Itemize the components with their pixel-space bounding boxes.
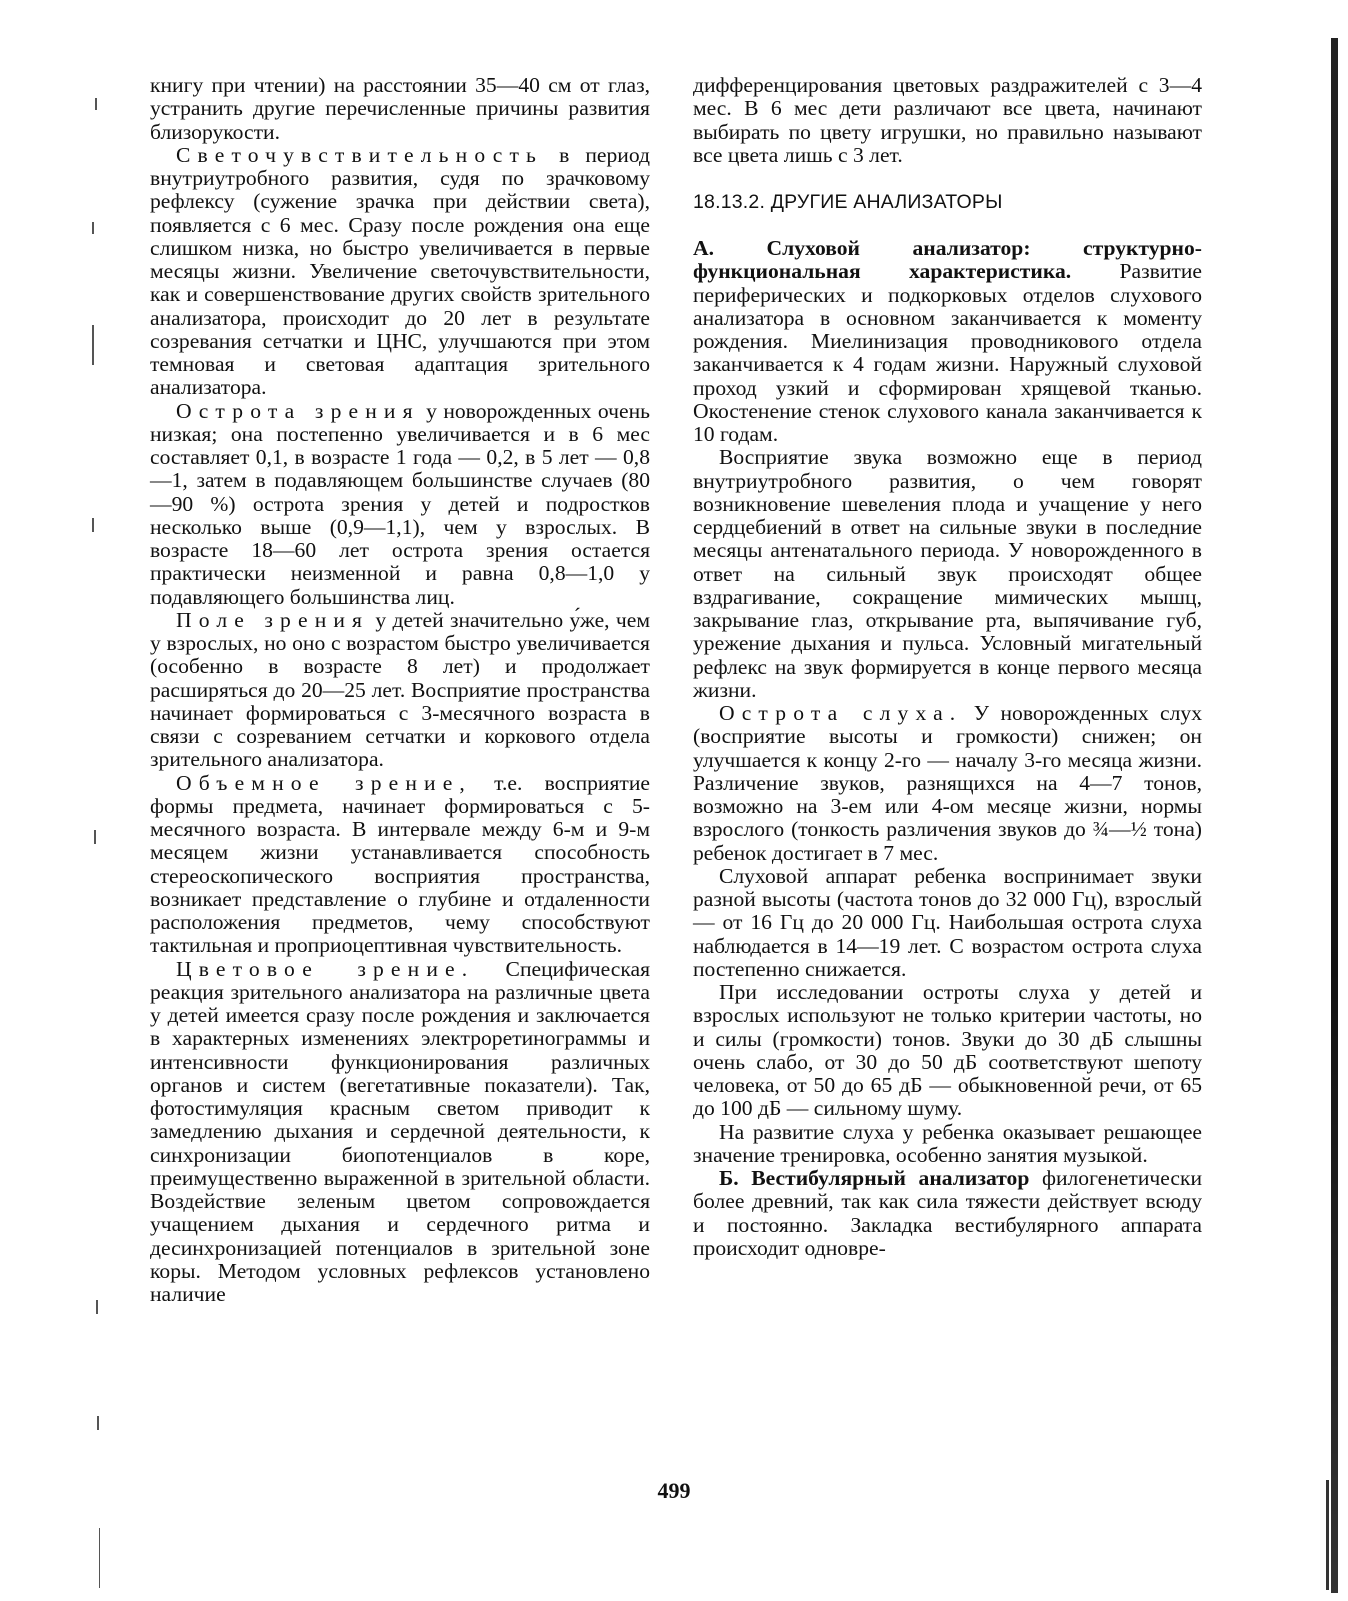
text-color-vision: Специфическая реакция зрительного анализатора на различные цвета у детей имеется сразу после рождения и заключается в характерных изменениях электроретинограммы и интенсивности функционирования различных органов и систем (вегетативные показатели). Так, фотостимуляция красным светом приводит к замедлению дыхания и сердечной деятельности, к синхронизации биопотенциалов в коре, преимущественно выраженной в зрительной области. Воздействие зеленым цветом сопровождается учащением дыхания и сердечного ритма и десинхронизацией потенциалов в зрительной зоне коры. Методом условных рефлексов установлено наличие	[150, 956, 650, 1306]
paragraph-color-differentiation: дифференцирования цветовых раздражителей с 3—4 мес. В 6 мес дети различают все цвета, начинают выбирать по цвету игрушки, но правильно называют все цвета лишь с 3 лет.	[693, 73, 1202, 167]
scan-binding-edge-inner	[1326, 1480, 1329, 1590]
paragraph-training: На развитие слуха у ребенка оказывает решающее значение тренировка, особенно занятия музыкой.	[693, 1119, 1202, 1167]
paragraph-light-sensitivity	[150, 144, 650, 400]
paragraph-vestibular-analyzer	[693, 1167, 1202, 1260]
term-light-sensitivity: Светочувствительность	[176, 142, 544, 167]
paragraph-loudness: При исследовании остроты слуха у детей и взрослых используют не только критерии частоты, но и силы (громкости) тонов. Звуки до 30 дБ слышны очень слабо, от 30 до 50 дБ соответствуют шепоту человека, от 50 до 65 дБ — обыкновенной речи, от 65 до 100 дБ — сильному шуму.	[693, 980, 1202, 1121]
paragraph-color-vision	[150, 958, 650, 1307]
paragraph-visual-field	[150, 609, 650, 772]
scan-mark	[94, 830, 96, 844]
paragraph-stereo-vision	[150, 772, 650, 958]
scan-mark	[92, 518, 94, 532]
term-visual-field: Поле зрения	[176, 607, 370, 632]
scan-mark	[95, 98, 97, 110]
paragraph-frequency-range: Слуховой аппарат ребенка воспринимает звуки разной высоты (частота тонов до 32 000 Гц), взрослый — от 16 Гц до 20 000 Гц. Наибольшая острота слуха наблюдается в 14—19 лет. С возрастом острота слуха постепенно снижается.	[693, 863, 1202, 981]
text-light-sensitivity: в период внутриутробного развития, судя по зрачковому рефлексу (сужение зрачка при действии света), появляется с 6 мес. Сразу после рождения она еще слишком низка, но быстро увеличивается в первые месяцы жизни. Увеличение светочувствительности, как и совершенствование других свойств зрительного анализатора, происходит до 20 лет в результате созревания сетчатки и ЦНС, улучшаются при этом темновая и световая адаптация зрительного анализатора.	[150, 142, 650, 400]
paragraph-visual-acuity	[150, 400, 650, 609]
scan-mark	[92, 222, 94, 234]
left-column	[150, 74, 650, 1306]
term-hearing-acuity: Острота слуха.	[719, 701, 963, 725]
subheading-vestibular-analyzer: Б. Вестибулярный анализатор	[719, 1166, 1030, 1190]
right-column	[693, 74, 1202, 1260]
scan-mark	[97, 1416, 99, 1430]
paragraph-hearing-acuity	[693, 702, 1202, 865]
term-stereo-vision: Объемное зрение,	[176, 770, 472, 795]
text-visual-acuity: у новорожденных очень низкая; она постепенно увеличивается и в 6 мес составляет 0,1, в возрасте 1 года — 0,2, в 5 лет — 0,8—1, затем в подавляющем большинстве случаев (80—90 %) острота зрения у детей и подростков несколько выше (0,9—1,1), чем у взрослых. В возрасте 18—60 лет острота зрения остается практически неизменной и равна 0,8—1,0 у подавляющего большинства лиц.	[150, 398, 650, 609]
term-visual-acuity: Острота зрения	[176, 398, 420, 423]
page-number: 499	[657, 1478, 691, 1503]
scan-mark	[96, 1300, 98, 1314]
text-hearing-acuity: У новорожденных слух (восприятие высоты и громкости) снижен; он улучшается к концу 2-го — началу 3-го месяца жизни. Различение звуков, разнящихся на 4—7 тонов, возможно на 3-ем или 4-ом месяце жизни, нормы взрослого (тонкость различения звуков до ¾—½ тона) ребенок достигает в 7 мес.	[693, 701, 1202, 865]
paragraph-sound-perception: Восприятие звука возможно еще в период внутриутробного развития, о чем говорят возникновение шевеления плода и учащение у него сердцебиений в ответ на сильные звуки в последние месяцы антенатального периода. У новорожденного в ответ на сильный звук происходят общее вздрагивание, сокращение мимических мышц, закрывание глаз, открывание рта, выпячивание губ, урежение дыхания и пульса. Условный мигательный рефлекс на звук формируется в конце первого месяца жизни.	[693, 445, 1202, 702]
term-color-vision: Цветовое зрение.	[176, 956, 475, 981]
text-vestibular-analyzer: филогенетически более древний, так как сила тяжести действует всюду и постоянно. Закладка вестибулярного аппарата происходит одновре-	[693, 1166, 1202, 1260]
scan-binding-edge	[1331, 38, 1338, 1593]
text-visual-field: у детей значительно у́же, чем у взрослых, но оно с возрастом быстро увеличивается (особенно в возрасте 8 лет) и продолжает расширяться до 20—25 лет. Восприятие пространства начинает формироваться с 3-месячного возраста в связи с созреванием сетчатки и коркового отдела зрительного анализатора.	[150, 607, 650, 772]
subheading-auditory-analyzer: А. Слуховой анализатор: структурно-функциональная характеристика.	[693, 236, 1202, 284]
paragraph-auditory-analyzer	[693, 237, 1202, 446]
scan-mark	[92, 325, 94, 365]
paragraph-myopia-end: книгу при чтении) на расстоянии 35—40 см от глаз, устранить другие перечисленные причины развития близорукости.	[150, 73, 650, 144]
text-auditory-analyzer: Развитие периферических и подкорковых отделов слухового анализатора в основном заканчивается к моменту рождения. Миелинизация проводникового отдела заканчивается к 4 годам жизни. Наружный слуховой проход узкий и сформирован хрящевой тканью. Окостенение стенок слухового канала заканчивается к 10 годам.	[693, 259, 1202, 446]
text-stereo-vision: т.е. восприятие формы предмета, начинает формироваться с 5-месячного возраста. В интервале между 6-м и 9-м месяцем жизни устанавливается способность стереоскопического восприятия пространства, возникает представление о глубине и отдаленности расположения предметов, чему способствуют тактильная и проприоцептивная чувствительность.	[150, 770, 650, 958]
section-heading: 18.13.2. ДРУГИЕ АНАЛИЗАТОРЫ	[693, 191, 1003, 213]
scan-mark	[99, 1528, 100, 1588]
